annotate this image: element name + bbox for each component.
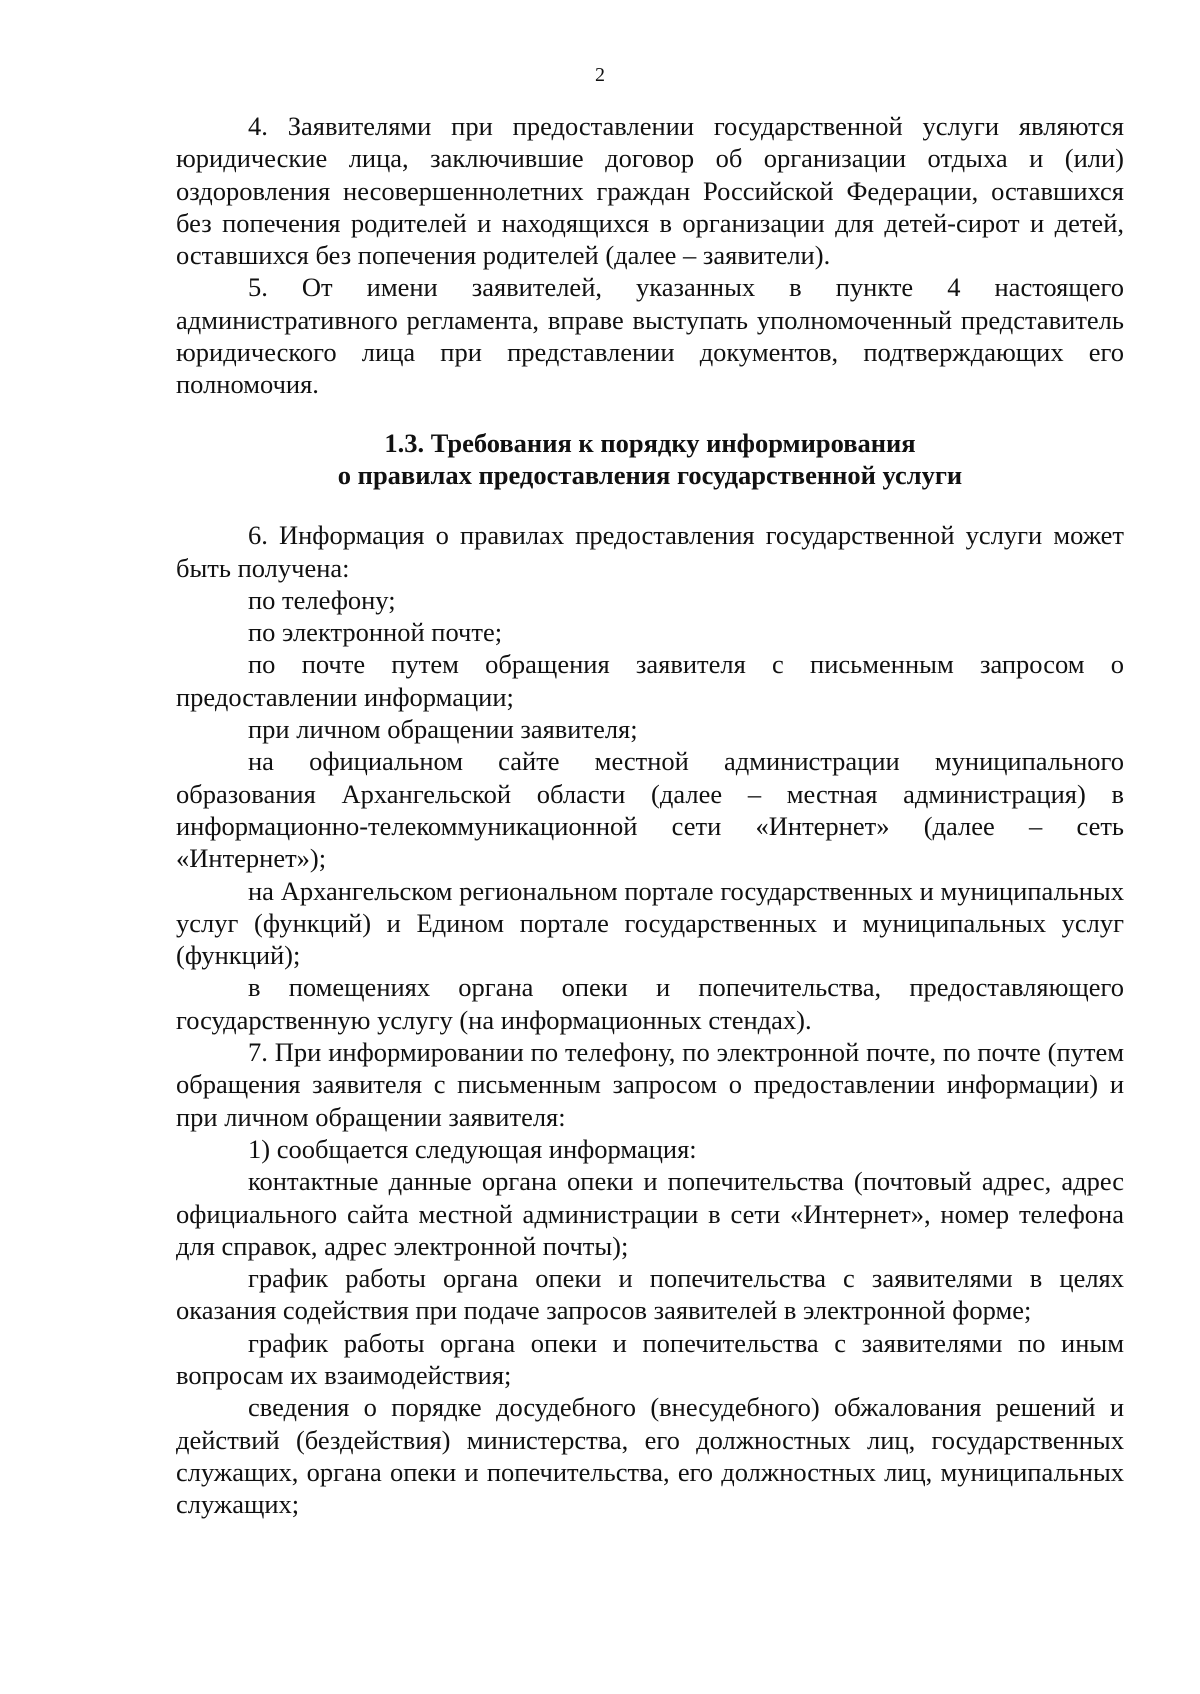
paragraph-7-informing: 7. При информировании по телефону, по электронной почте, по почте (путем обращения заявителя с письменным запросом о предоставлении информации) и при личном обращении заявителя:	[176, 1037, 1124, 1132]
list-item-schedule-other: график работы органа опеки и попечительства с заявителями по иным вопросам их взаимодействия;	[176, 1327, 1124, 1390]
list-item-mail: по почте путем обращения заявителя с письменным запросом о предоставлении информации;	[176, 649, 1124, 712]
document-body	[176, 110, 1124, 1520]
list-item-premises: в помещениях органа опеки и попечительства, предоставляющего государственную услугу (на информационных стендах).	[176, 972, 1124, 1035]
list-item-contacts: контактные данные органа опеки и попечительства (почтовый адрес, адрес официального сайта местной администрации в сети «Интернет», номер телефона для справок, адрес электронной почты);	[176, 1166, 1124, 1261]
section-heading-line-1: 1.3. Требования к порядку информирования	[384, 427, 916, 458]
subitem-1-information: 1) сообщается следующая информация:	[248, 1133, 697, 1164]
list-item-personal-visit: при личном обращении заявителя;	[248, 714, 638, 745]
section-heading-line-2: о правилах предоставления государственной услуги	[337, 459, 963, 490]
list-item-portals: на Архангельском региональном портале государственных и муниципальных услуг (функций) и Едином портале государственных и муниципальных услуг (функций);	[176, 875, 1124, 971]
paragraph-5-representative: 5. От имени заявителей, указанных в пункте 4 настоящего административного регламента, вправе выступать уполномоченный представитель юридического лица при представлении документов, подтверждающих его полномочия.	[176, 272, 1124, 400]
page-number: 2	[595, 64, 605, 86]
list-item-schedule-electronic: график работы органа опеки и попечительства с заявителями в целях оказания содействия при подаче запросов заявителей в электронной форме;	[176, 1263, 1124, 1326]
list-item-email: по электронной почте;	[248, 617, 503, 648]
list-item-phone: по телефону;	[248, 584, 396, 615]
list-item-appeal-procedure: сведения о порядке досудебного (внесудебного) обжалования решений и действий (бездействия) министерства, его должностных лиц, государственных служащих, органа опеки и попечительства, его должностных лиц, муниципальных служащих;	[176, 1392, 1124, 1520]
paragraph-4-applicants: 4. Заявителями при предоставлении государственной услуги являются юридические лица, заключившие договор об организации отдыха и (или) оздоровления несовершеннолетних граждан Российской Федерации, оставшихся без попечения родителей и находящихся в организации для детей-сирот и детей, оставшихся без попечения родителей (далее – заявители).	[176, 111, 1124, 271]
section-heading-1-3	[176, 427, 1124, 492]
list-item-official-site: на официальном сайте местной администрации муниципального образования Архангельской области (далее – местная администрация) в информационно-телекоммуникационной сети «Интернет» (далее – сеть «Интернет»);	[176, 746, 1124, 874]
paragraph-6-information: 6. Информация о правилах предоставления государственной услуги может быть получена:	[176, 520, 1124, 583]
